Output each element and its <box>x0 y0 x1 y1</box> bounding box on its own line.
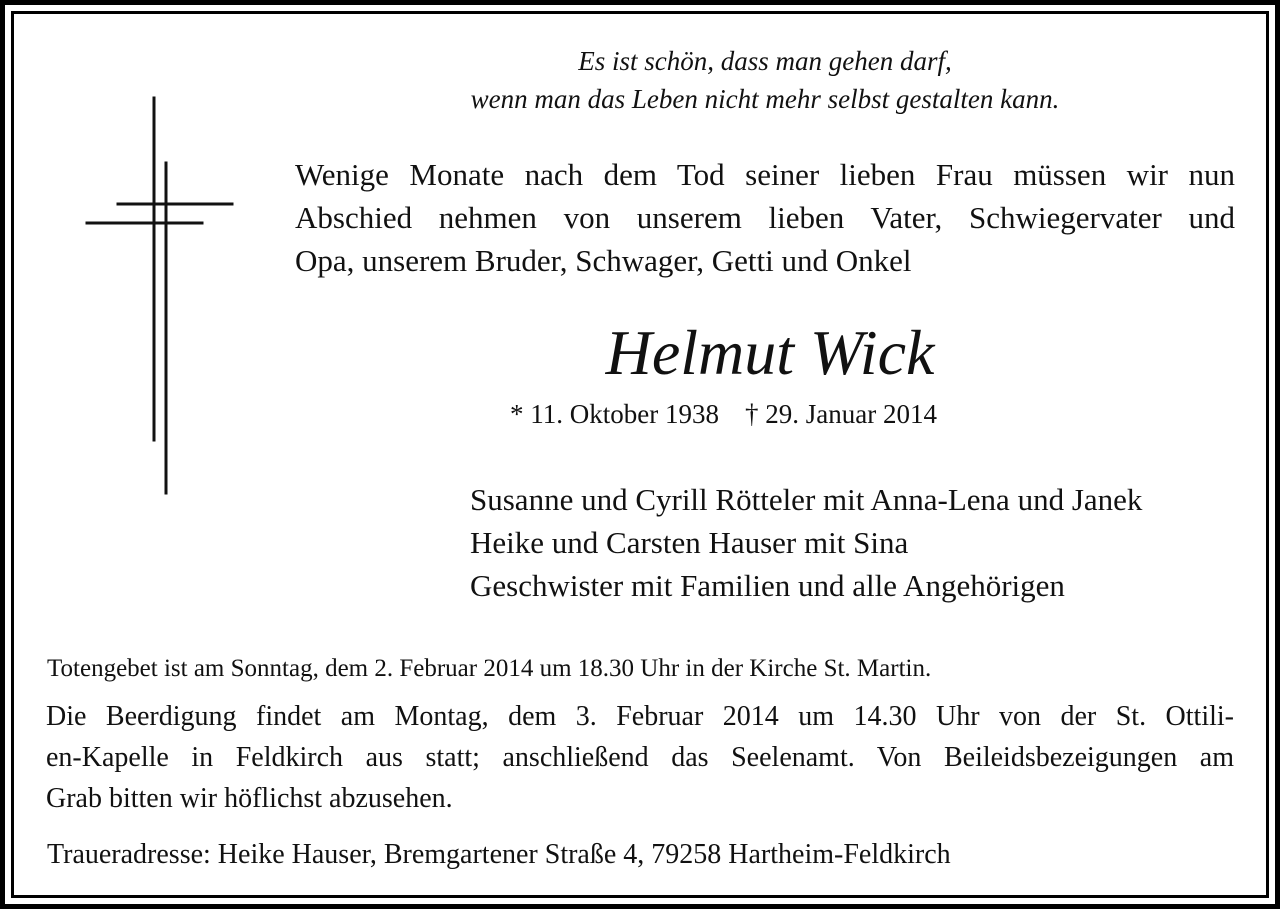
funeral-line: Grab bitten wir höflichst abzusehen. <box>46 783 453 814</box>
funeral-line: Die Beerdigung findet am Montag, dem 3. Februar 2014 um 14.30 Uhr von der St. Ottili- <box>46 701 1234 732</box>
funeral-notice <box>46 696 1234 819</box>
intro-line: Wenige Monate nach dem Tod seiner lieben Frau müssen wir nun <box>295 157 1235 192</box>
intro-text <box>295 153 1235 282</box>
mourners-list <box>470 478 1142 607</box>
motto-verse <box>300 42 1230 118</box>
funeral-line: en-Kapelle in Feldkirch aus statt; anschließend das Seelenamt. Von Beileidsbezeigungen am <box>46 742 1234 773</box>
mourner-line: Susanne und Cyrill Rötteler mit Anna-Lena und Janek <box>470 482 1143 517</box>
intro-line: Abschied nehmen von unserem lieben Vater, Schwiegervater und <box>295 200 1235 235</box>
intro-line: Opa, unserem Bruder, Schwager, Getti und Onkel <box>295 243 912 278</box>
deceased-name: Helmut Wick <box>605 317 935 388</box>
mourner-line: Heike und Carsten Hauser mit Sina <box>470 525 909 560</box>
wake-notice: Totengebet ist am Sonntag, dem 2. Februar 2014 um 18.30 Uhr in der Kirche St. Martin. <box>47 655 932 682</box>
birth-date: * 11. Oktober 1938 <box>510 399 719 429</box>
motto-line: wenn man das Leben nicht mehr selbst gestalten kann. <box>470 84 1060 114</box>
mourning-address: Traueradresse: Heike Hauser, Bremgartener Straße 4, 79258 Hartheim-Feldkirch <box>47 839 951 870</box>
life-dates <box>510 396 937 432</box>
death-date: † 29. Januar 2014 <box>744 399 937 429</box>
motto-line: Es ist schön, dass man gehen darf, <box>578 46 952 76</box>
cross-icon <box>0 0 260 520</box>
mourner-line: Geschwister mit Familien und alle Angehörigen <box>470 568 1065 603</box>
